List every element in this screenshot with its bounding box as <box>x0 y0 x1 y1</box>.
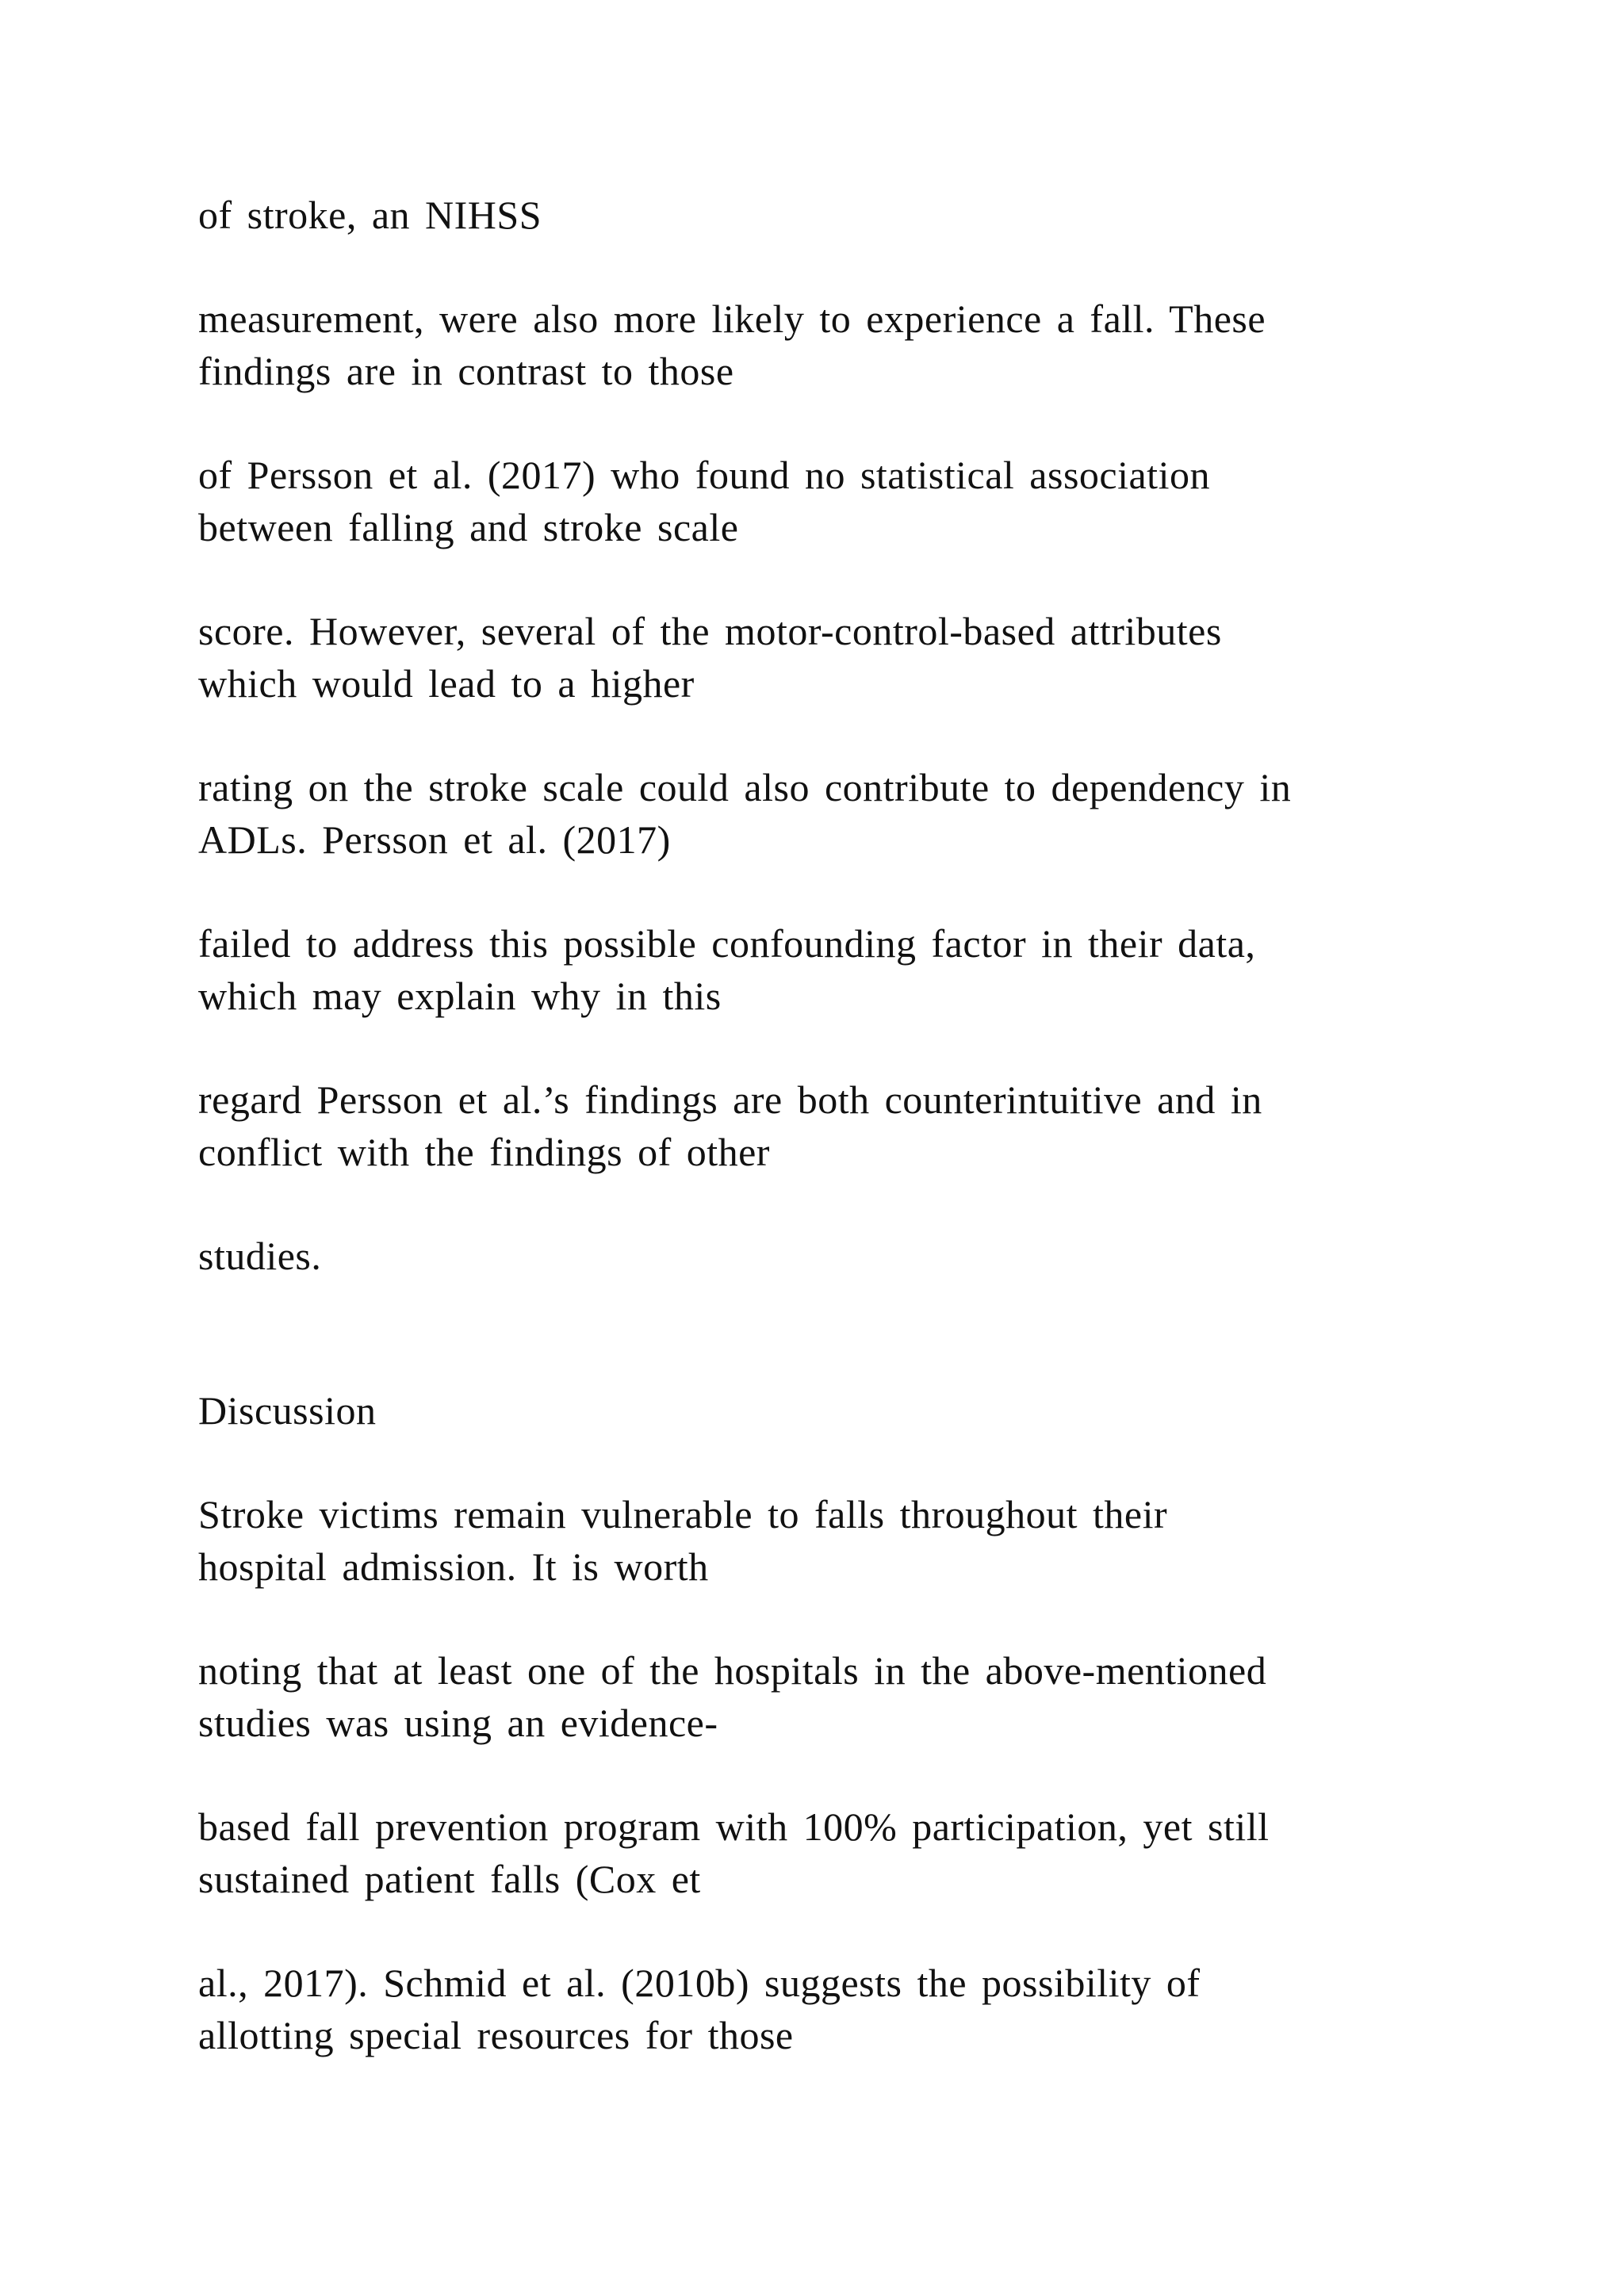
text-line: hospital admission. It is worth <box>198 1544 709 1589</box>
section-spacer <box>198 1334 1546 1384</box>
paragraph <box>198 293 1546 397</box>
text-line: allotting special resources for those <box>198 2013 794 2057</box>
paragraph <box>198 449 1546 553</box>
text-line: conflict with the findings of other <box>198 1130 770 1174</box>
paragraph <box>198 1230 1546 1282</box>
text-line: regard Persson et al.’s findings are both counterintuitive and in <box>198 1077 1262 1122</box>
text-line: of Persson et al. (2017) who found no statistical association <box>198 453 1210 497</box>
text-line: which may explain why in this <box>198 974 722 1018</box>
text-line: studies. <box>198 1234 322 1278</box>
paragraph <box>198 1644 1546 1749</box>
heading-text: Discussion <box>198 1388 377 1433</box>
paragraph <box>198 189 1546 241</box>
text-line: findings are in contrast to those <box>198 349 734 393</box>
paragraph <box>198 1488 1546 1593</box>
text-line: of stroke, an NIHSS <box>198 193 542 237</box>
text-line: studies was using an evidence- <box>198 1701 718 1745</box>
paragraph <box>198 917 1546 1022</box>
text-line: based fall prevention program with 100% participation, yet still <box>198 1804 1270 1849</box>
paragraph <box>198 761 1546 866</box>
text-line: score. However, several of the motor-control-based attributes <box>198 609 1222 653</box>
text-line: noting that at least one of the hospitals in the above-mentioned <box>198 1648 1267 1693</box>
text-line: which would lead to a higher <box>198 661 695 706</box>
text-line: al., 2017). Schmid et al. (2010b) suggests the possibility of <box>198 1961 1201 2005</box>
text-line: sustained patient falls (Cox et <box>198 1857 701 1901</box>
text-line: ADLs. Persson et al. (2017) <box>198 817 671 862</box>
paragraph <box>198 1800 1546 1905</box>
section-heading <box>198 1384 1546 1437</box>
text-line: measurement, were also more likely to experience a fall. These <box>198 297 1266 341</box>
paragraph <box>198 1073 1546 1178</box>
text-line: rating on the stroke scale could also contribute to dependency in <box>198 765 1292 809</box>
text-line: Stroke victims remain vulnerable to falls throughout their <box>198 1492 1168 1536</box>
text-line: failed to address this possible confounding factor in their data, <box>198 921 1256 966</box>
paragraph <box>198 605 1546 710</box>
document-page <box>198 189 1546 2113</box>
paragraph <box>198 1957 1546 2061</box>
text-line: between falling and stroke scale <box>198 505 739 549</box>
